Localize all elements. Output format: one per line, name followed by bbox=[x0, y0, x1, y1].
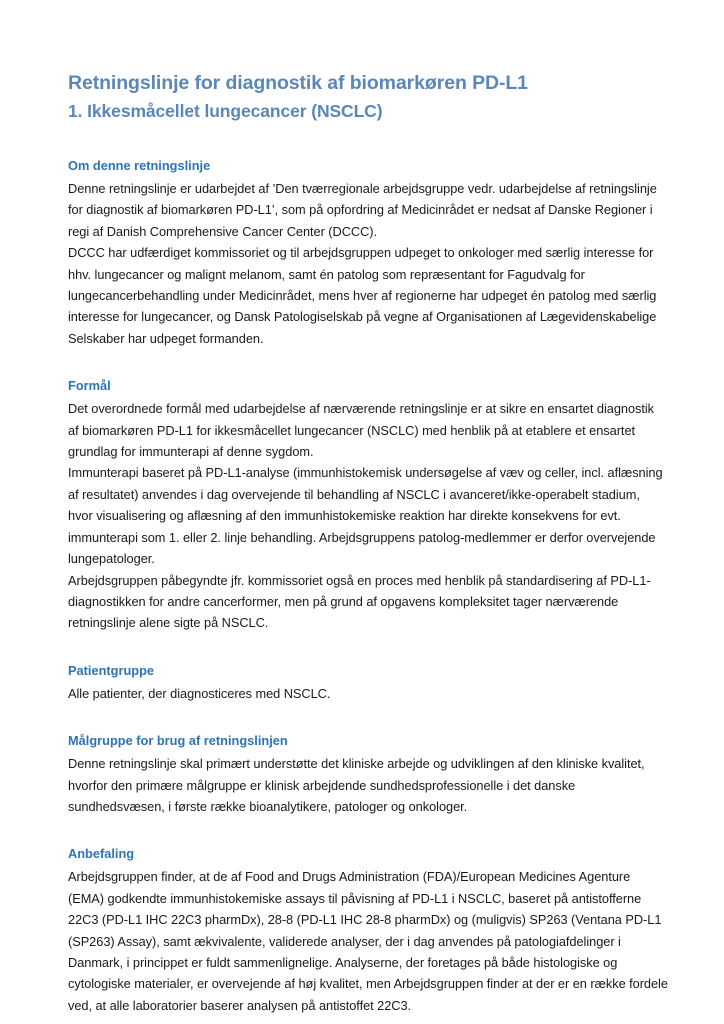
paragraph: Denne retningslinje er udarbejdet af ’Den tværregionale arbejdsgruppe vedr. udarbejdelse af retningslinje for diagnostik af biomarkøren PD-L1’, som på opfordring af Medicinrådet er nedsat af Danske Regioner i regi af Danish Comprehensive Cancer Center (DCCC). bbox=[68, 181, 657, 239]
section-heading: Om denne retningslinje bbox=[68, 158, 211, 173]
document-subtitle: 1. Ikkesmåcellet lungecancer (NSCLC) bbox=[68, 101, 383, 121]
document-page bbox=[68, 70, 668, 1016]
section-patientgruppe bbox=[68, 662, 668, 704]
document-title: Retningslinje for diagnostik af biomarkøren PD-L1 bbox=[68, 72, 528, 94]
section-heading: Formål bbox=[68, 378, 111, 394]
paragraph: Immunterapi baseret på PD-L1-analyse (immunhistokemisk undersøgelse af væv og celler, incl. aflæsning af resultatet) anvendes i dag overvejende til behandling af NSCLC i avanceret/ikke-operabelt stadium, hvor visualisering og aflæsning af den immunhistokemiske reaktion har direkte konsekvens for evt. immunterapi som 1. eller 2. linje behandling. Arbejdsgruppens patolog-medlemmer er derfor overvejende lungepatologer. bbox=[68, 465, 663, 567]
paragraph: Det overordnede formål med udarbejdelse af nærværende retningslinje er at sikre en ensartet diagnostik af biomarkøren PD-L1 for ikkesmåcellet lungecancer (NSCLC) med henblik på at etablere et ensartet grundlag for immunterapi af denne sygdom. bbox=[68, 401, 655, 460]
section-heading: Patientgruppe bbox=[68, 662, 155, 678]
section-heading: Anbefaling bbox=[68, 846, 135, 862]
paragraph: DCCC har udfærdiget kommissoriet og til arbejdsgruppen udpeget to onkologer med særlig interesse for hhv. lungecancer og malignt melanom, samt én patolog som repræsentant for Fagudvalg for lungecancerbehandling under Medicinrådet, mens hver af regionerne har udpeget én patolog med særlig interesse for lungecancer, og Dansk Patologiselskab på vegne af Organisationen af Lægevidenskabelige Selskaber har udpeget formanden. bbox=[68, 245, 657, 346]
section-anbefaling bbox=[68, 845, 668, 1016]
paragraph: Denne retningslinje skal primært understøtte det kliniske arbejde og udviklingen af den kliniske kvalitet, hvorfor den primære målgruppe er klinisk arbejdende sundhedsprofessionelle i det danske sundhedsvæsen, i første række bioanalytikere, patologer og onkologer. bbox=[68, 756, 645, 814]
section-om-denne-retningslinje bbox=[68, 157, 668, 349]
section-heading: Målgruppe for brug af retningslinjen bbox=[68, 733, 288, 749]
section-maalgruppe bbox=[68, 732, 668, 817]
paragraph: Arbejdsgruppen påbegyndte jfr. kommissoriet også en proces med henblik på standardisering af PD-L1-diagnostikken for andre cancerformer, men på grund af opgavens kompleksitet tager nærværende retningslinje alene sigte på NSCLC. bbox=[68, 572, 651, 631]
paragraph: Arbejdsgruppen finder, at de af Food and Drugs Administration (FDA)/European Medicines Agenture (EMA) godkendte immunhistokemiske assays til påvisning af PD-L1 i NSCLC, baseret på antistofferne 22C3 (PD-L1 IHC 22C3 pharmDx), 28-8 (PD-L1 IHC 28-8 pharmDx) og (muligvis) SP263 (Ventana PD-L1 (SP263) Assay), samt ækvivalente, validerede analyser, der i dag anvendes på patologiafdelinger i Danmark, i princippet er fuldt sammenlignelige. Analyserne, der foretages på både histologiske og cytologiske materialer, er overvejende af høj kvalitet, men Arbejdsgruppen finder at der er en række fordele ved, at alle laboratorier baserer analysen på antistoffet 22C3. bbox=[68, 869, 668, 1013]
section-formaal bbox=[68, 377, 668, 633]
paragraph: Alle patienter, der diagnosticeres med NSCLC. bbox=[68, 685, 331, 701]
